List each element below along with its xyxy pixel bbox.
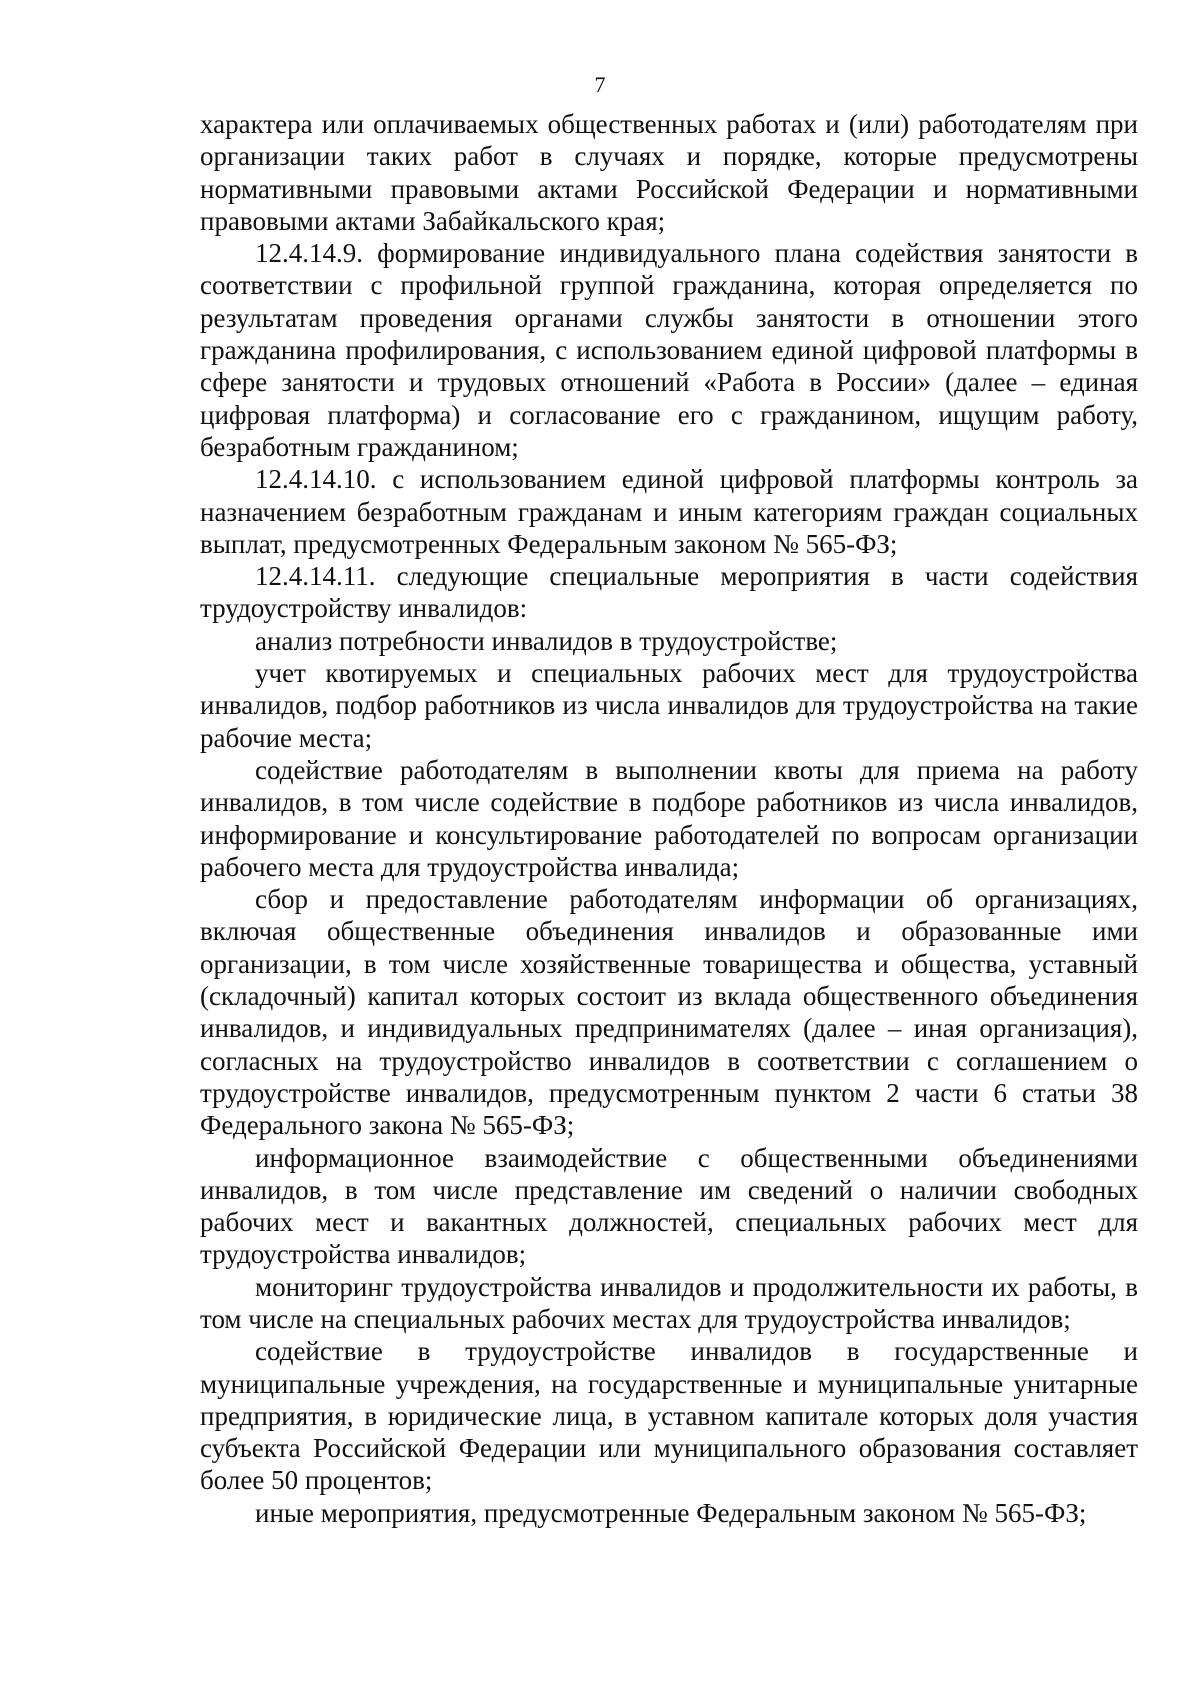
paragraph-12-4-14-11: 12.4.14.11. следующие специальные мероприятия в части содействия трудоустройству инвалидов: (200, 561, 1138, 624)
list-item-quota-accounting: учет квотируемых и специальных рабочих мест для трудоустройства инвалидов, подбор работников из числа инвалидов для трудоустройства на такие рабочие места; (200, 658, 1138, 753)
document-body (200, 108, 1138, 1529)
paragraph-12-4-14-9: 12.4.14.9. формирование индивидуального плана содействия занятости в соответствии с профильной группой гражданина, которая определяется по результатам проведения органами службы занятости в отношении этого гражданина профилирования, с использованием единой цифровой платформы в сфере занятости и трудовых отношений «Работа в России» (далее – единая цифровая платформа) и согласование его с гражданином, ищущим работу, безработным гражданином; (200, 238, 1138, 462)
list-item-organization-info: сбор и предоставление работодателям информации об организациях, включая общественные объединения инвалидов и образованные ими организации, в том числе хозяйственные товарищества и общества, уставный (складочный) капитал которых состоит из вклада общественного объединения инвалидов, и индивидуальных предпринимателях (далее – иная организация), согласных на трудоустройство инвалидов в соответствии с соглашением о трудоустройстве инвалидов, предусмотренным пунктом 2 части 6 статьи 38 Федерального закона № 565-ФЗ; (200, 884, 1138, 1141)
list-item-employment-monitoring: мониторинг трудоустройства инвалидов и продолжительности их работы, в том числе на специальных рабочих местах для трудоустройства инвалидов; (200, 1271, 1138, 1334)
list-item-needs-analysis: анализ потребности инвалидов в трудоустройстве; (255, 625, 838, 656)
page-number: 7 (594, 72, 606, 97)
list-item-other-measures: иные мероприятия, предусмотренные Федеральным законом № 565-ФЗ; (255, 1497, 1087, 1528)
paragraph-continuation: характера или оплачиваемых общественных работах и (или) работодателям при организации таких работ в случаях и порядке, которые предусмотрены нормативными правовыми актами Российской Федерации и нормативными правовыми актами Забайкальского края; (200, 109, 1138, 236)
list-item-information-exchange: информационное взаимодействие с общественными объединениями инвалидов, в том числе представление им сведений о наличии свободных рабочих мест и вакантных должностей, специальных рабочих мест для трудоустройства инвалидов; (200, 1142, 1138, 1270)
list-item-state-employment: содействие в трудоустройстве инвалидов в государственные и муниципальные учреждения, на государственные и муниципальные унитарные предприятия, в юридические лица, в уставном капитале которых доля участия субъекта Российской Федерации или муниципального образования составляет более 50 процентов; (200, 1336, 1138, 1496)
paragraph-12-4-14-10: 12.4.14.10. с использованием единой цифровой платформы контроль за назначением безработным гражданам и иным категориям граждан социальных выплат, предусмотренных Федеральным законом № 565-ФЗ; (200, 464, 1138, 559)
list-item-employer-assistance: содействие работодателям в выполнении квоты для приема на работу инвалидов, в том числе содействие в подборе работников из числа инвалидов, информирование и консультирование работодателей по вопросам организации рабочего места для трудоустройства инвалида; (200, 754, 1138, 882)
